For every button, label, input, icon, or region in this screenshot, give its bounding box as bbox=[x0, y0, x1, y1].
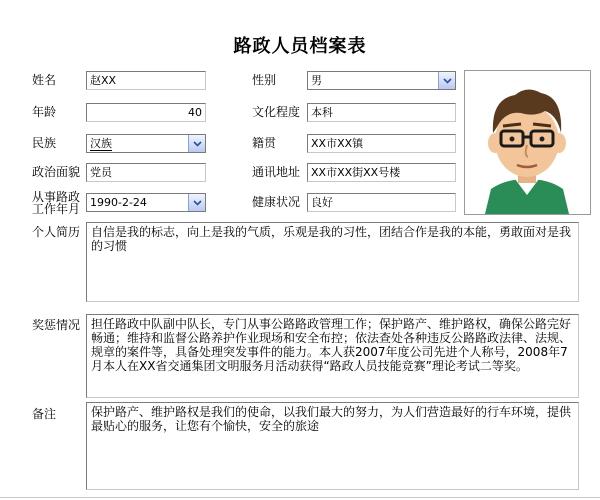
political-field[interactable]: 党员 bbox=[86, 163, 206, 182]
name-field[interactable]: 赵XX bbox=[86, 71, 206, 90]
native-place-field[interactable]: XX市XX镇 bbox=[307, 134, 456, 153]
work-date-label bbox=[32, 191, 80, 215]
awards-textarea[interactable]: 担任路政中队副中队长，专门从事公路路政管理工作；保护路产、维护路权，确保公路完好畅通；维持和监督公路养护作业现场和安全布控；依法查处各种违反公路路政法律、法规、规章的案件等，具备处理突发事件的能力。本人获2007年度公司先进个人称号，2008年7月本人在XX省交通集团文明服务月活动获得“路政人员技能竞赛”理论考试二等奖。 bbox=[86, 314, 579, 398]
chevron-down-icon[interactable] bbox=[438, 72, 455, 89]
address-field[interactable]: XX市XX街XX号楼 bbox=[307, 163, 456, 182]
education-field[interactable]: 本科 bbox=[307, 103, 456, 122]
address-label: 通讯地址 bbox=[252, 165, 301, 179]
awards-label: 奖惩情况 bbox=[32, 318, 81, 332]
name-label: 姓名 bbox=[32, 73, 57, 87]
form-title: 路政人员档案表 bbox=[233, 36, 367, 57]
work-date-label-line1: 从事路政 bbox=[32, 190, 81, 204]
health-field[interactable]: 良好 bbox=[307, 193, 456, 212]
remarks-label: 备注 bbox=[32, 407, 57, 421]
age-field[interactable]: 40 bbox=[86, 103, 206, 122]
political-label: 政治面貌 bbox=[32, 165, 81, 179]
work-date-label-line2: 工作年月 bbox=[32, 202, 81, 216]
ethnicity-value: 汉族 bbox=[90, 137, 112, 150]
window-bottom-border bbox=[0, 497, 600, 498]
native-place-label: 籍贯 bbox=[252, 136, 277, 150]
resume-label: 个人简历 bbox=[32, 225, 81, 239]
chevron-down-icon[interactable] bbox=[188, 135, 205, 152]
health-label: 健康状况 bbox=[252, 195, 301, 209]
photo-frame[interactable] bbox=[464, 70, 591, 215]
work-date-value: 1990-2-24 bbox=[90, 196, 147, 209]
remarks-textarea[interactable]: 保护路产、维护路权是我们的使命，以我们最大的努力，为人们营造最好的行车环境，提供最贴心的服务，让您有个愉快，安全的旅途 bbox=[86, 402, 579, 490]
chevron-down-icon[interactable] bbox=[188, 194, 205, 211]
gender-value: 男 bbox=[311, 74, 322, 87]
resume-textarea[interactable]: 自信是我的标志，向上是我的气质，乐观是我的习性，团结合作是我的本能，勇敢面对是我的习惯 bbox=[86, 222, 579, 302]
gender-label: 性别 bbox=[252, 73, 277, 87]
age-label: 年龄 bbox=[32, 105, 57, 119]
work-date-picker[interactable] bbox=[86, 193, 206, 212]
ethnicity-select[interactable] bbox=[86, 134, 206, 153]
education-label: 文化程度 bbox=[252, 105, 301, 119]
ethnicity-label: 民族 bbox=[32, 136, 57, 150]
person-avatar-icon bbox=[465, 71, 590, 214]
gender-select[interactable] bbox=[307, 71, 456, 90]
